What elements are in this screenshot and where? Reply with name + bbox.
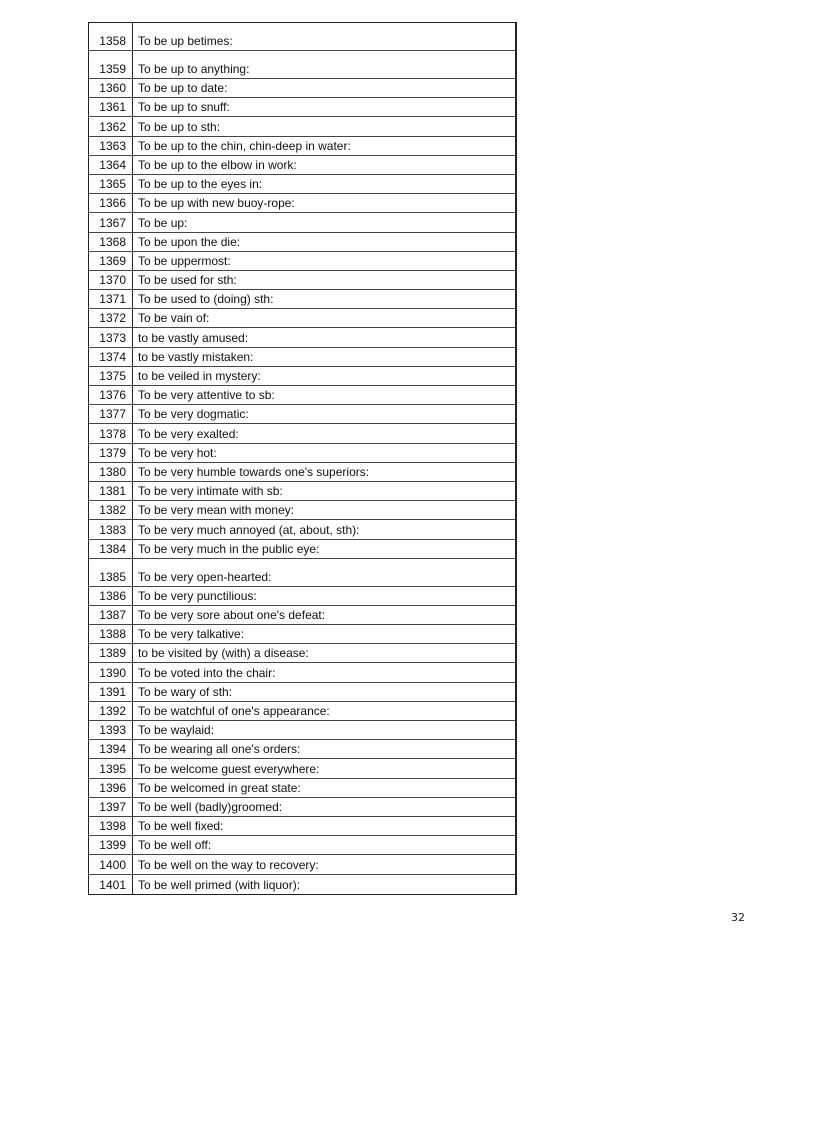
entry-number: 1359 [89, 51, 133, 78]
entry-number: 1400 [89, 855, 133, 873]
table-row [89, 855, 515, 874]
table-row [89, 424, 515, 443]
table-row [89, 606, 515, 625]
entry-phrase: To be wearing all one's orders: [138, 742, 301, 757]
table-row [89, 540, 515, 559]
entry-number: 1370 [89, 271, 133, 289]
table-row [89, 233, 515, 252]
table-row [89, 625, 515, 644]
entry-number: 1361 [89, 98, 133, 116]
entry-number: 1383 [89, 520, 133, 538]
table-row [89, 463, 515, 482]
table-row [89, 386, 515, 405]
entry-number: 1396 [89, 779, 133, 797]
entry-phrase: To be up to the elbow in work: [138, 157, 297, 172]
entry-number: 1362 [89, 117, 133, 135]
entry-phrase: To be well on the way to recovery: [138, 857, 319, 872]
table-row [89, 309, 515, 328]
table-row [89, 817, 515, 836]
entry-number: 1386 [89, 587, 133, 605]
entry-number: 1392 [89, 702, 133, 720]
table-row [89, 405, 515, 424]
table-row [89, 875, 515, 894]
entry-number: 1395 [89, 759, 133, 777]
entry-number: 1365 [89, 175, 133, 193]
entry-phrase: To be upon the die: [138, 234, 241, 249]
entry-number: 1373 [89, 328, 133, 346]
entry-number: 1398 [89, 817, 133, 835]
table-row [89, 644, 515, 663]
table-row [89, 194, 515, 213]
entry-phrase: To be well (badly)groomed: [138, 799, 283, 814]
entry-phrase: To be up: [138, 215, 188, 230]
entry-number: 1388 [89, 625, 133, 643]
entry-number: 1389 [89, 644, 133, 662]
entry-number: 1391 [89, 683, 133, 701]
entry-phrase: to be visited by (with) a disease: [138, 646, 309, 661]
entry-phrase: to be vastly mistaken: [138, 349, 254, 364]
entry-phrase: To be very dogmatic: [138, 407, 249, 422]
entry-phrase: To be very attentive to sb: [138, 388, 275, 403]
entry-number: 1382 [89, 501, 133, 519]
entry-number: 1390 [89, 663, 133, 681]
entry-number: 1385 [89, 559, 133, 586]
table-row [89, 290, 515, 309]
entry-number: 1387 [89, 606, 133, 624]
table-row [89, 501, 515, 520]
table-row [89, 328, 515, 347]
table-row [89, 23, 515, 51]
table-row [89, 156, 515, 175]
entry-phrase: To be up betimes: [138, 34, 233, 48]
table-row [89, 51, 515, 79]
entry-phrase: To be very punctilious: [138, 588, 257, 603]
table-row [89, 271, 515, 290]
entry-phrase: To be uppermost: [138, 253, 231, 268]
table-row [89, 740, 515, 759]
entry-phrase: To be used for sth: [138, 273, 237, 288]
entry-number: 1379 [89, 444, 133, 462]
entry-number: 1364 [89, 156, 133, 174]
entry-phrase: To be welcome guest everywhere: [138, 761, 320, 776]
table-row [89, 836, 515, 855]
entry-phrase: To be up to anything: [138, 62, 250, 76]
entry-phrase: To be welcomed in great state: [138, 780, 301, 795]
entry-phrase: To be very much in the public eye: [138, 541, 320, 556]
entry-phrase: To be very open-hearted: [138, 569, 272, 584]
table-row [89, 252, 515, 271]
entry-phrase: To be up to date: [138, 81, 228, 96]
table-row [89, 759, 515, 778]
entry-phrase: To be very much annoyed (at, about, sth): [138, 522, 360, 537]
entry-phrase: To be very sore about one's defeat: [138, 608, 326, 623]
entry-number: 1380 [89, 463, 133, 481]
entry-phrase: To be up to sth: [138, 119, 221, 134]
page-number: 32 [731, 911, 745, 924]
entry-phrase: To be up to snuff: [138, 100, 230, 115]
entry-number: 1378 [89, 424, 133, 442]
entry-number: 1376 [89, 386, 133, 404]
entry-phrase: To be used to (doing) sth: [138, 292, 274, 307]
entry-phrase: To be very hot: [138, 445, 217, 460]
table-row [89, 175, 515, 194]
entry-phrase: To be vain of: [138, 311, 210, 326]
entry-phrase: To be very exalted: [138, 426, 239, 441]
entry-number: 1381 [89, 482, 133, 500]
entry-number: 1397 [89, 798, 133, 816]
entry-phrase: To be very intimate with sb: [138, 484, 283, 499]
entry-phrase: To be up to the chin, chin-deep in water: [138, 138, 351, 153]
entry-phrase: To be up with new buoy-rope: [138, 196, 295, 211]
entry-number: 1393 [89, 721, 133, 739]
entry-number: 1366 [89, 194, 133, 212]
table-row [89, 367, 515, 386]
entry-phrase: To be very humble towards one's superiors: [138, 464, 370, 479]
entry-number: 1401 [89, 875, 133, 894]
entry-phrase: To be well primed (with liquor): [138, 877, 301, 892]
table-row [89, 137, 515, 156]
table-row [89, 779, 515, 798]
table-row [89, 798, 515, 817]
entry-phrase: To be up to the eyes in: [138, 177, 263, 192]
table-row [89, 348, 515, 367]
table-row [89, 444, 515, 463]
entry-number: 1374 [89, 348, 133, 366]
entry-number: 1372 [89, 309, 133, 327]
entry-phrase: To be very talkative: [138, 627, 245, 642]
entry-phrase: to be veiled in mystery: [138, 369, 261, 383]
entry-number: 1358 [89, 23, 133, 50]
phrase-table [88, 22, 517, 895]
table-row [89, 98, 515, 117]
table-row [89, 663, 515, 682]
entry-number: 1368 [89, 233, 133, 251]
table-row [89, 213, 515, 232]
entry-phrase: to be vastly amused: [138, 330, 249, 345]
entry-phrase: To be well off: [138, 838, 212, 853]
entry-phrase: To be well fixed: [138, 819, 224, 834]
entry-number: 1377 [89, 405, 133, 423]
table-row [89, 702, 515, 721]
entry-number: 1375 [89, 367, 133, 385]
entry-phrase: To be waylaid: [138, 723, 215, 738]
entry-phrase: To be wary of sth: [138, 684, 233, 699]
entry-number: 1360 [89, 79, 133, 97]
table-row [89, 559, 515, 587]
entry-number: 1363 [89, 137, 133, 155]
table-row [89, 683, 515, 702]
entry-number: 1394 [89, 740, 133, 758]
entry-number: 1371 [89, 290, 133, 308]
entry-phrase: To be very mean with money: [138, 503, 295, 518]
table-row [89, 482, 515, 501]
table-row [89, 520, 515, 539]
table-row [89, 79, 515, 98]
entry-number: 1384 [89, 540, 133, 558]
table-row [89, 117, 515, 136]
entry-number: 1369 [89, 252, 133, 270]
entry-phrase: To be watchful of one's appearance: [138, 704, 330, 718]
entry-number: 1367 [89, 213, 133, 231]
table-row [89, 587, 515, 606]
entry-phrase: To be voted into the chair: [138, 665, 276, 680]
entry-number: 1399 [89, 836, 133, 854]
table-row [89, 721, 515, 740]
